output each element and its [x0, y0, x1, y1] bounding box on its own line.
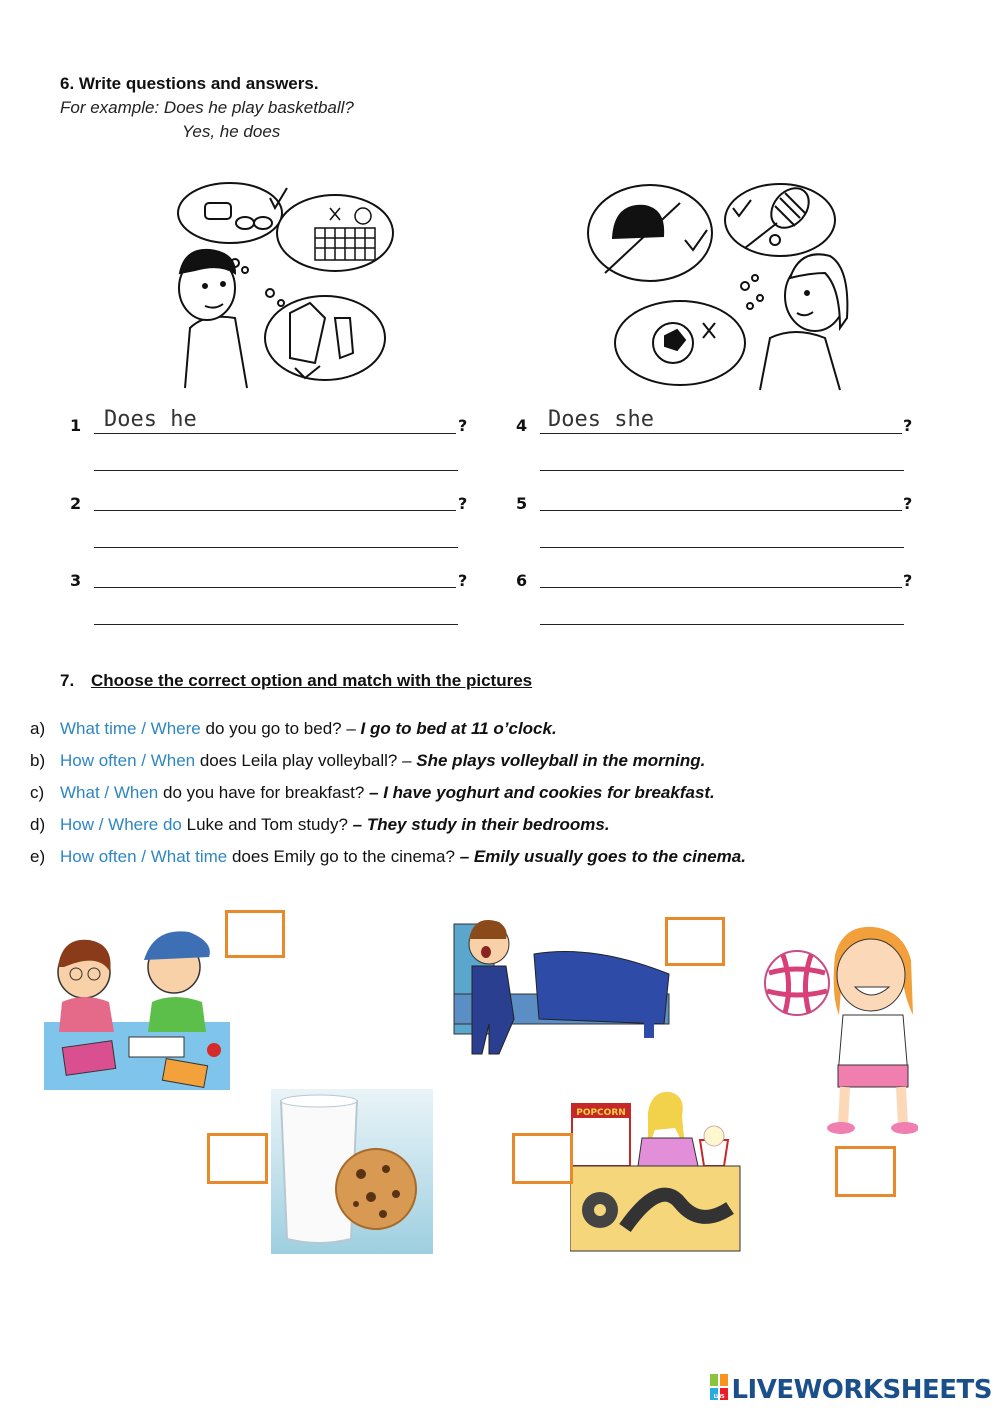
question-text: Luke and Tom study? [181, 815, 353, 834]
question-answer: She plays volleyball in the morning. [416, 751, 706, 770]
milk-and-cookie-picture [271, 1089, 433, 1254]
item-number-5: 5 [516, 494, 528, 513]
boy-going-to-bed-picture [444, 914, 672, 1056]
question-line-6[interactable] [540, 587, 902, 588]
girl-volleyball-picture [763, 925, 918, 1135]
question-letter: b) [30, 751, 46, 770]
kids-studying-picture [44, 922, 230, 1090]
qmark-4: ? [903, 416, 913, 435]
question-options[interactable]: How / Where do [60, 815, 182, 834]
question-letter: e) [30, 847, 46, 866]
question-b [30, 751, 705, 771]
answer-box-going-to-bed[interactable] [665, 917, 725, 966]
item-number-2: 2 [70, 494, 82, 513]
liveworksheets-icon [710, 1374, 728, 1407]
answer-box-breakfast[interactable] [207, 1133, 268, 1184]
question-options[interactable]: What time / Where [60, 719, 201, 738]
section7-heading: Choose the correct option and match with the pictures [91, 671, 533, 690]
question-d [30, 815, 610, 835]
prefill-1: Does he [104, 407, 197, 432]
question-letter: d) [30, 815, 46, 834]
question-answer: – I have yoghurt and cookies for breakfast. [369, 783, 715, 802]
item-number-3: 3 [70, 571, 82, 590]
question-answer: – They study in their bedrooms. [352, 815, 610, 834]
qmark-1: ? [458, 416, 468, 435]
qmark-6: ? [903, 571, 913, 590]
qmark-2: ? [458, 494, 468, 513]
girl-thinking-sports-illustration [585, 178, 855, 393]
answer-box-cinema[interactable] [512, 1133, 573, 1184]
question-text: do you have for breakfast? [158, 783, 370, 802]
answer-line-2[interactable] [94, 547, 458, 548]
question-letter: c) [30, 783, 45, 802]
item-number-4: 4 [516, 416, 528, 435]
item-number-1: 1 [70, 416, 82, 435]
section6-heading: 6. Write questions and answers. [60, 74, 319, 93]
question-answer: – Emily usually goes to the cinema. [459, 847, 746, 866]
prefill-4: Does she [548, 407, 654, 432]
svg-text:LWS: LWS [714, 1394, 725, 1400]
qmark-3: ? [458, 571, 468, 590]
boy-thinking-sports-illustration [175, 178, 415, 393]
question-options[interactable]: How often / What time [60, 847, 228, 866]
question-line-5[interactable] [540, 510, 902, 511]
question-a [30, 719, 557, 739]
question-line-1[interactable] [94, 433, 456, 434]
question-text: do you go to bed? – [200, 719, 361, 738]
answer-line-4[interactable] [540, 470, 904, 471]
question-text: does Leila play volleyball? – [195, 751, 417, 770]
question-letter: a) [30, 719, 46, 738]
question-text: does Emily go to the cinema? [227, 847, 460, 866]
liveworksheets-logo [710, 1374, 992, 1407]
cinema-popcorn-picture [570, 1088, 742, 1253]
answer-box-volleyball[interactable] [835, 1146, 896, 1197]
question-options[interactable]: What / When [60, 783, 159, 802]
answer-line-1[interactable] [94, 470, 458, 471]
item-number-6: 6 [516, 571, 528, 590]
popcorn-sign: POPCORN [576, 1108, 626, 1118]
qmark-5: ? [903, 494, 913, 513]
question-answer: I go to bed at 11 o’clock. [360, 719, 557, 738]
question-e [30, 847, 746, 867]
answer-box-kids-studying[interactable] [225, 910, 285, 958]
question-options[interactable]: How often / When [60, 751, 196, 770]
liveworksheets-text: LIVEWORKSHEETS [731, 1375, 992, 1405]
section7-number: 7. [60, 671, 75, 690]
question-line-2[interactable] [94, 510, 456, 511]
example-answer: Yes, he does [182, 122, 281, 141]
question-line-4[interactable] [540, 433, 902, 434]
question-c [30, 783, 715, 803]
example-question: For example: Does he play basketball? [60, 98, 354, 117]
answer-line-6[interactable] [540, 624, 904, 625]
answer-line-5[interactable] [540, 547, 904, 548]
question-line-3[interactable] [94, 587, 456, 588]
answer-line-3[interactable] [94, 624, 458, 625]
